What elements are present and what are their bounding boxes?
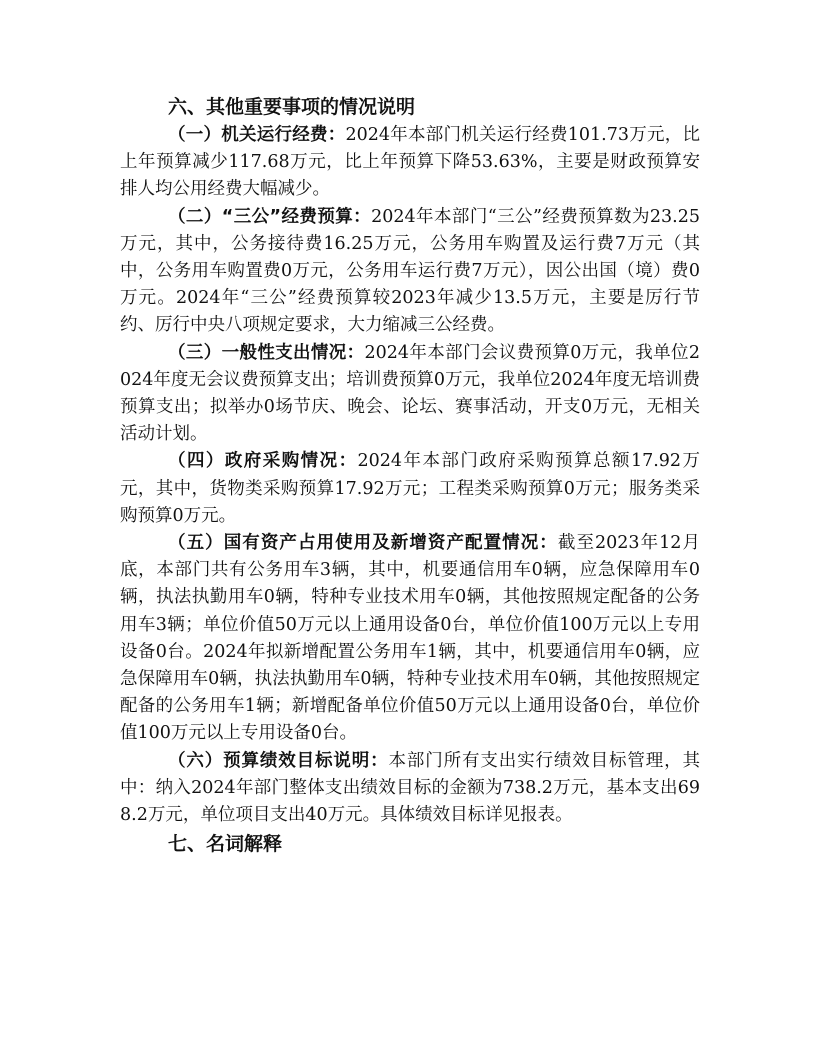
item-3-paragraph bbox=[120, 340, 700, 449]
document-body bbox=[120, 92, 700, 859]
item-1-body: 2024年本部门机关运行经费101.73万元，比上年预算减少117.68万元，比上年预算下降53.63%，主要是财政预算安排人均公用经费大幅减少。 bbox=[120, 125, 700, 200]
item-6-paragraph bbox=[120, 748, 700, 830]
item-5-body: 截至2023年12月底，本部门共有公务用车3辆，其中，机要通信用车0辆，应急保障用车0辆，执法执勤用车0辆，特种专业技术用车0辆，其他按照规定配备的公务用车3辆；单位价值50万元以上通用设备0台，单位价值100万元以上专用设备0台。2024年拟新增配置公务用车1辆，其中，机要通信用车0辆，应急保障用车0辆，执法执勤用车0辆，特种专业技术用车0辆，其他按照规定配备的公务用车1辆；新增配备单位价值50万元以上通用设备0台，单位价值100万元以上专用设备0台。 bbox=[120, 533, 701, 744]
item-3-body: 2024年本部门会议费预算0万元，我单位2024年度无会议费预算支出；培训费预算0万元，我单位2024年度无培训费预算支出；拟举办0场节庆、晚会、论坛、赛事活动，开支0万元，无相关活动计划。 bbox=[120, 342, 701, 445]
item-2-paragraph bbox=[120, 204, 700, 340]
item-5-paragraph bbox=[120, 530, 700, 748]
item-2-body: 2024年本部门“三公”经费预算数为23.25万元，其中，公务接待费16.25万元，公务用车购置及运行费7万元（其中，公务用车购置费0万元，公务用车运行费7万元），因公出国（境）费0万元。2024年“三公”经费预算较2023年减少13.5万元，主要是厉行节约、厉行中央八项规定要求，大力缩减三公经费。 bbox=[120, 206, 700, 336]
item-5-lead: （五）国有资产占用使用及新增资产配置情况： bbox=[168, 533, 558, 554]
section-6-heading: 六、其他重要事项的情况说明 bbox=[168, 96, 416, 118]
item-4-lead: （四）政府采购情况： bbox=[168, 451, 358, 472]
item-6-body: 本部门所有支出实行绩效目标管理，其中：纳入2024年部门整体支出绩效目标的金额为738.2万元，基本支出698.2万元，单位项目支出40万元。具体绩效目标详见报表。 bbox=[120, 750, 700, 826]
item-1-lead: （一）机关运行经费： bbox=[168, 125, 346, 145]
item-6-lead: （六）预算绩效目标说明： bbox=[168, 750, 389, 771]
item-4-paragraph bbox=[120, 448, 700, 530]
item-3-lead: （三）一般性支出情况： bbox=[168, 342, 365, 363]
item-2-lead: （二）“三公”经费预算： bbox=[168, 206, 372, 227]
item-1-paragraph bbox=[120, 122, 700, 204]
section-7-heading: 七、名词解释 bbox=[168, 833, 283, 856]
item-4-body: 2024年本部门政府采购预算总额17.92万元，其中，货物类采购预算17.92万元；工程类采购预算0万元；服务类采购预算0万元。 bbox=[120, 451, 700, 526]
